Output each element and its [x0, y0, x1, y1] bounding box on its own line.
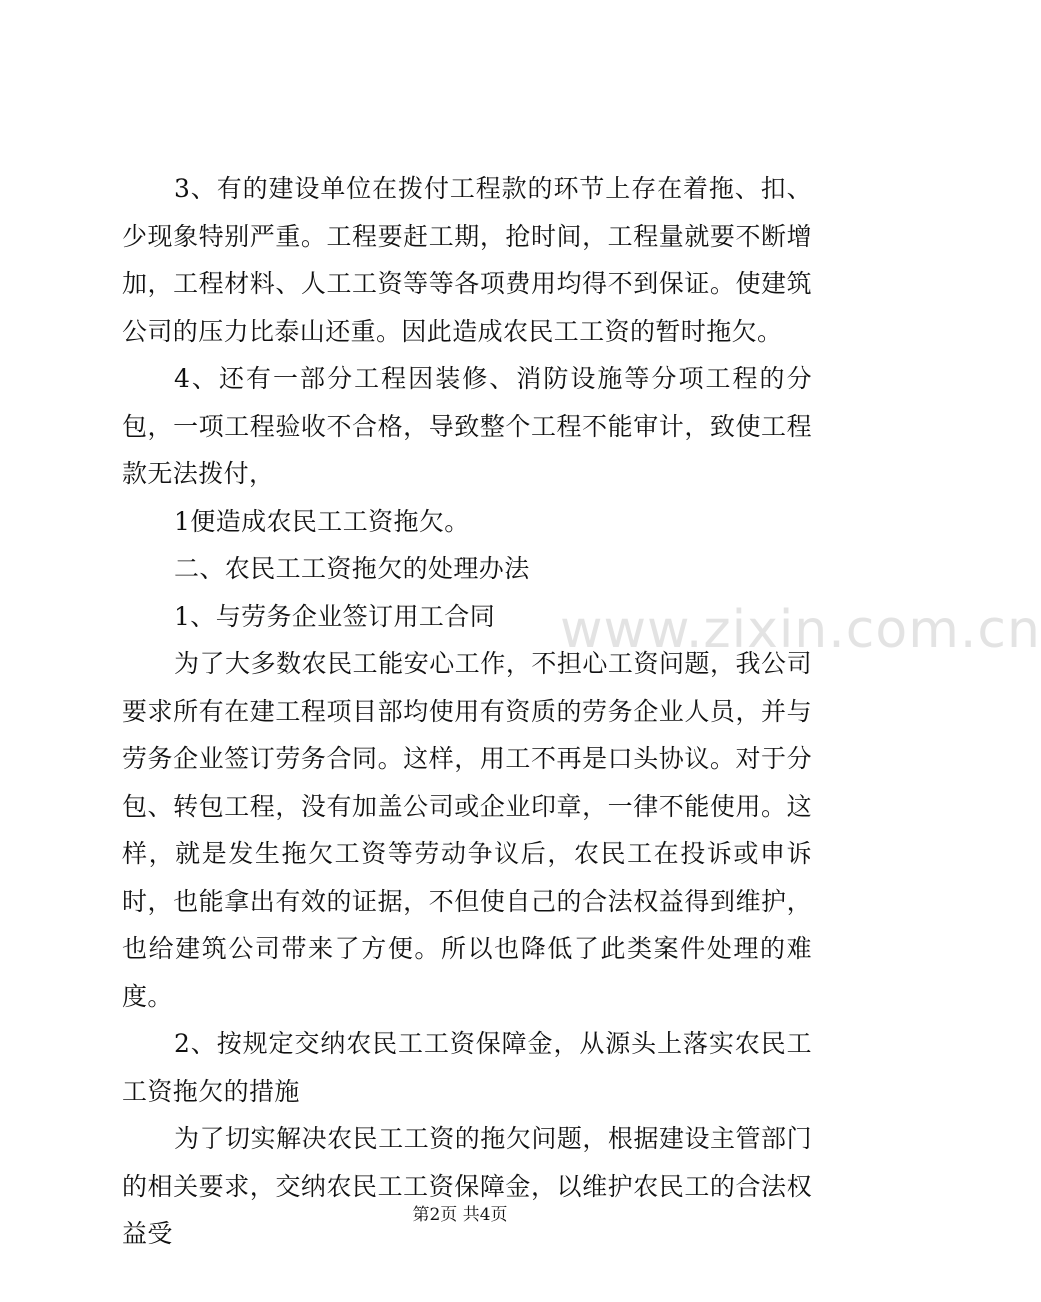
paragraph-deposit: 为了切实解决农民工工资的拖欠问题，根据建设主管部门的相关要求，交纳农民工工资保障金，以维护农民工的合法权益受: [122, 1124, 812, 1248]
paragraph-3-reason: 3、有的建设单位在拨付工程款的环节上存在着拖、扣、少现象特别严重。工程要赶工期，抢时间，工程量就要不断增加，工程材料、人工工资等等各项费用均得不到保证。使建筑公司的压力比泰山还重。因此造成农民工工资的暂时拖欠。: [122, 174, 812, 346]
section-heading: 二、农民工工资拖欠的处理办法: [174, 554, 530, 583]
page-footer: 第2页 共4页: [412, 1205, 508, 1225]
paragraph-conclusion: 1便造成农民工工资拖欠。: [174, 506, 470, 536]
paragraph-contract: 为了大多数农民工能安心工作，不担心工资问题，我公司要求所有在建工程项目部均使用有资质的劳务企业人员，并与劳务企业签订劳务合同。这样，用工不再是口头协议。对于分包、转包工程，没有加盖公司或企业印章，一律不能使用。这样，就是发生拖欠工资等劳动争议后，农民工在投诉或申诉时，也能拿出有效的证据，不但使自己的合法权益得到维护，也给建筑公司带来了方便。所以也降低了此类案件处理的难度。: [122, 649, 812, 1011]
subheading-2: 2、按规定交纳农民工工资保障金，从源头上落实农民工工资拖欠的措施: [122, 1029, 812, 1106]
document-body: [122, 165, 812, 1258]
paragraph-4-reason: 4、还有一部分工程因装修、消防设施等分项工程的分包，一项工程验收不合格，导致整个工程不能审计，致使工程款无法拨付，: [122, 364, 812, 488]
subheading-1: 1、与劳务企业签订用工合同: [174, 601, 496, 631]
watermark: www.zixin.com.cn: [560, 600, 1041, 660]
